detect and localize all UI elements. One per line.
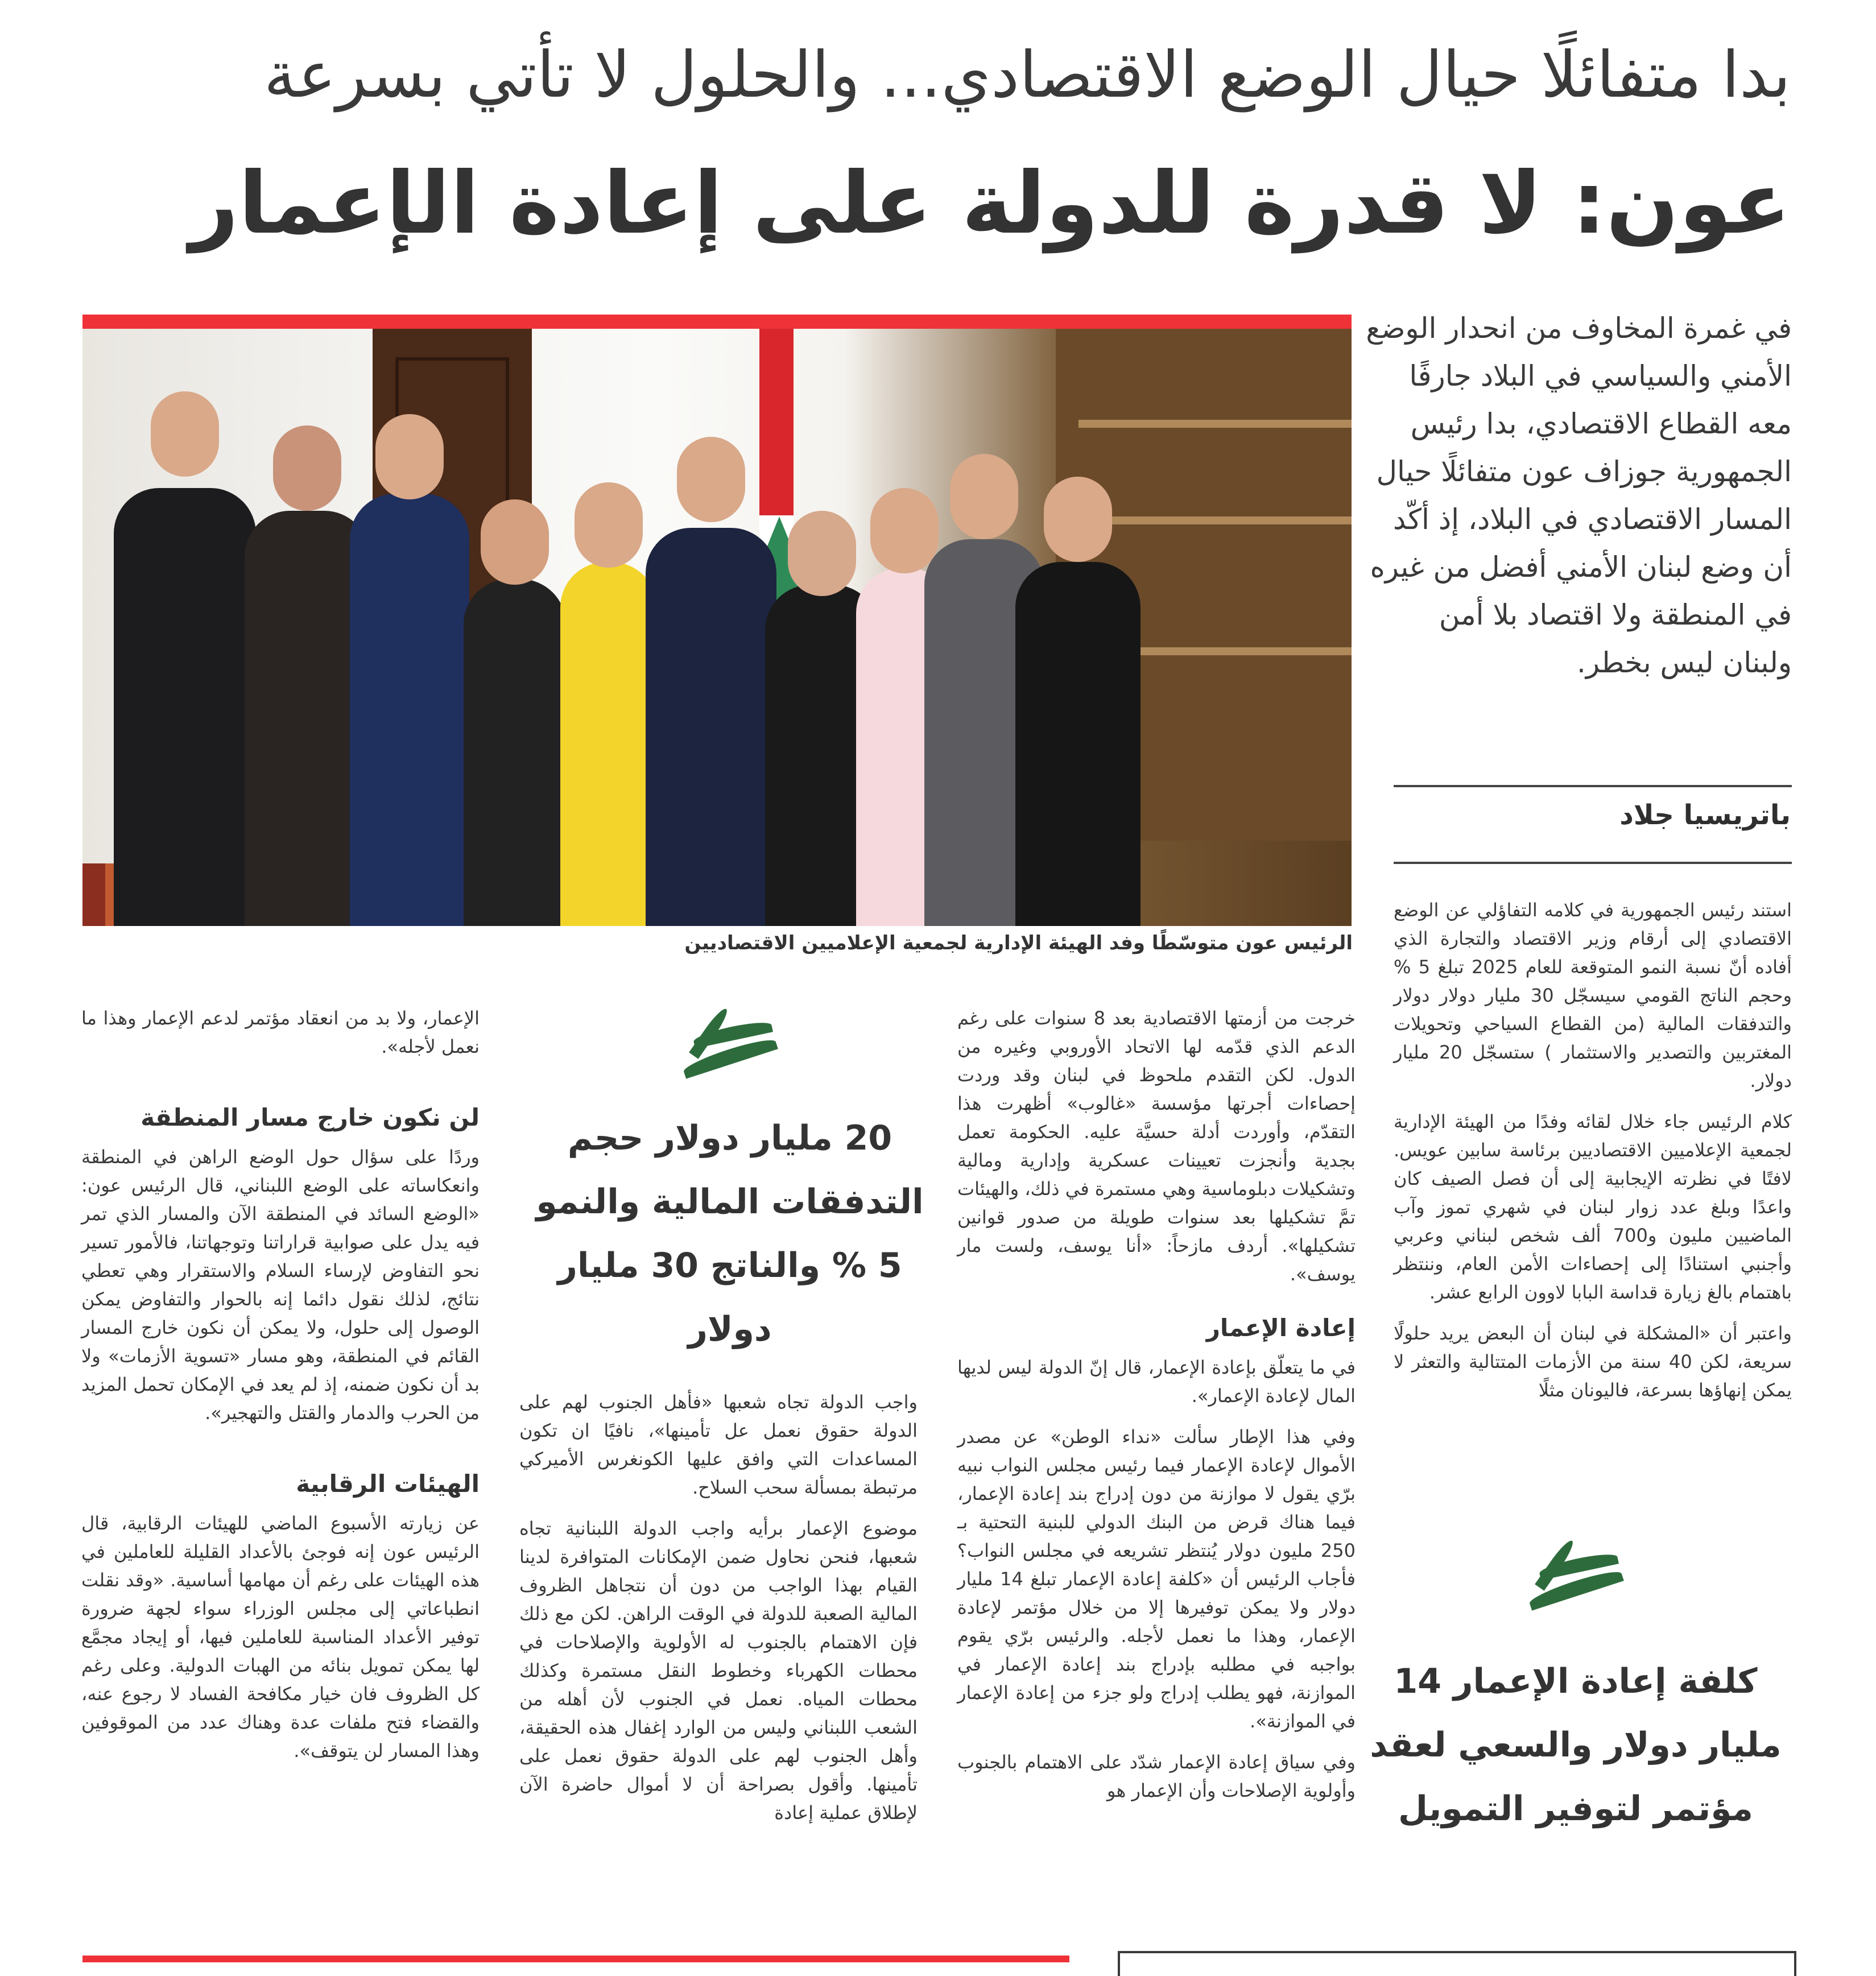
cedar-logo-icon: [681, 1004, 778, 1072]
column-right: [1394, 896, 1792, 1417]
body-paragraph: استند رئيس الجمهورية في كلامه التفاؤلي عن الوضع الاقتصادي إلى أرقام وزير الاقتصاد والتجارة الذي أفاده أنّ نسبة النمو المتوقعة للعام 2025 تبلغ 5 % وحجم الناتج القومي سيسجّل 30 مليار دولار دولار والتدفقات المالية (من القطاع السياحي وتحويلات المغتربين والتصدير والاستثمار ) ستسجّل 20 مليار دولار.: [1394, 899, 1792, 1092]
byline-author: باتريسيا جلاد: [1619, 799, 1791, 831]
headline: عون: لا قدرة للدولة على إعادة الإعمار: [189, 154, 1791, 253]
body-paragraph: عن زيارته الأسبوع الماضي للهيئات الرقابية، قال الرئيس عون إنه فوجئ بالأعداد القليلة للعاملين في هذه الهيئات على رغم أن مهامها أساسية. «وقد نقلت انطباعاتي إلى مجلس الوزراء سواء لجهة ضرورة توفير الأعداد المناسبة للعاملين فيها، أو إيجاد مجمَّع لها يمكن تمويل بنائه من الهبات الدولية. وعلى رغم كل الظروف فان خيار مكافحة الفساد لا رجوع عنه، والقضاء فتح ملفات عدة وهناك عدد من الموقوفين وهذا المسار لن يتوقف».: [81, 1512, 480, 1762]
person: [114, 488, 256, 926]
body-paragraph: وفي هذا الإطار سألت «نداء الوطن» عن مصدر الأموال لإعادة الإعمار فيما رئيس مجلس النواب نبيه برّي يقول لا موازنة من دون إدراج بند إعادة الإعمار، فيما هناك قرض من البنك الدولي للبنية التحتية بـ 250 مليون دولار يُنتظر تشريعه في مجلس النواب؟ فأجاب الرئيس أن «كلفة إعادة الإعمار تبلغ 14 مليار دولار ولا يمكن توفيرها إلا من خلال مؤتمر لإعادة الإعمار، وهذا ما نعمل لأجله. والرئيس برّي يقوم بواجبه في مطلبه بإدراج بند إعادة الإعمار في الموازنة، فهو يطلب إدراج ولو جزء من إعادة الإعمار في الموازنة».: [957, 1426, 1356, 1732]
body-paragraph: واجب الدولة تجاه شعبها «فأهل الجنوب لهم على الدولة حقوق نعمل عل تأمينها»، نافيًا ان تكون المساعدات التي وافق عليها الكونغرس الأميركي مرتبطة بمسألة سحب السلاح.: [519, 1391, 918, 1498]
subhead-region: لن نكون خارج مسار المنطقة: [141, 1103, 480, 1131]
column-center-left: [519, 1388, 918, 1839]
pull-quote-text: كلفة إعادة الإعمار 14 مليار دولار والسعي لعقد مؤتمر لتوفير التمويل: [1370, 1661, 1782, 1829]
person: [1015, 562, 1141, 926]
byline-bottom-rule: [1394, 862, 1792, 864]
pull-quote-text: 20 مليار دولار حجم التدفقات المالية والنمو 5 % والناتج 30 مليار دولار: [536, 1118, 924, 1349]
byline-top-rule: [1394, 785, 1792, 787]
column-left: [81, 1004, 480, 1777]
subhead-reconstruction: إعادة الإعمار: [1206, 1314, 1356, 1342]
cedar-logo-icon: [1527, 1536, 1624, 1604]
body-paragraph: وفي سياق إعادة الإعمار شدّد على الاهتمام بالجنوب وأولوية الإصلاحات وأن الإعمار هو: [957, 1751, 1356, 1801]
photo-caption: الرئيس عون متوسّطًا وفد الهيئة الإدارية لجمعية الإعلاميين الاقتصاديين: [684, 932, 1353, 954]
photo-top-red-bar: [82, 315, 1352, 329]
bottom-red-bar: [82, 1956, 1069, 1962]
bottom-boxed-section-edge: [1118, 1951, 1796, 1976]
body-paragraph: كلام الرئيس جاء خلال لقائه وفدًا من الهيئة الإدارية لجمعية الإعلاميين الاقتصاديين برئاسة سابين عويس. لافتًا في نظرته الإيجابية إلى أن فصل الصيف كان واعدًا وبلغ عدد زوار لبنان في شهري تموز وآب الماضيين مليون و700 ألف شخص لبناني وعربي وأجنبي استنادًا إلى إحصاءات الأمن العام، وننتظر باهتمام بالغ زيارة قداسة البابا لاوون الرابع عشر.: [1394, 1111, 1792, 1303]
column-center-right: [957, 1004, 1356, 1817]
body-paragraph: خرجت من أزمتها الاقتصادية بعد 8 سنوات على رغم الدعم الذي قدّمه لها الاتحاد الأوروبي وغيره من الدول. لكن التقدم ملحوظ في لبنان وقد وردت إحصاءات أجرتها مؤسسة «غالوب» أظهرت هذا التقدّم، وأوردت أدلة حسيَّة عليه. الحكومة تعمل بجدية وأنجزت تعيينات عسكرية وإدارية ومالية وتشكيلات دبلوماسية وهي مستمرة في ذلك، والهيئات تمَّ تشكيلها بعد سنوات طويلة من صدور قوانين تشكيلها». أردف مازحاً: «أنا يوسف، ولست مار يوسف».: [957, 1007, 1356, 1285]
kicker-subtitle: بدا متفائلًا حيال الوضع الاقتصادي... والحلول لا تأتي بسرعة: [263, 38, 1791, 112]
subhead-oversight: الهيئات الرقابية: [296, 1470, 480, 1498]
pull-quote-reconstruction: [1360, 1536, 1792, 1841]
body-paragraph: الإعمار، ولا بد من انعقاد مؤتمر لدعم الإعمار وهذا ما نعمل لأجله».: [81, 1007, 480, 1057]
body-paragraph: في ما يتعلّق بإعادة الإعمار، قال إنّ الدولة ليس لديها المال لإعادة الإعمار».: [957, 1357, 1356, 1407]
lead-paragraph: في غمرة المخاوف من انحدار الوضع الأمني والسياسي في البلاد جارفًا معه القطاع الاقتصادي، بدا رئيس الجمهورية جوزاف عون متفائلًا حيال المسار الاقتصادي في البلاد، إذ أكّد أن وضع لبنان الأمني أفضل من غيره في المنطقة ولا اقتصاد بلا أمن ولبنان ليس بخطر.: [1366, 312, 1792, 679]
body-paragraph: موضوع الإعمار برأيه واجب الدولة اللبنانية تجاه شعبها، فنحن نحاول ضمن الإمكانات المتوافرة لدينا القيام بهذا الواجب من دون أن نتجاهل الظروف المالية الصعبة للدولة في الوقت الراهن. لكن مع ذلك فإن الاهتمام بالجنوب له الأولوية والإصلاحات في محطات الكهرباء وخطوط النقل مستمرة وكذلك محطات المياه. نعمل في الجنوب لأن أهله من الشعب اللبناني وليس من الوارد إغفال هذه الحقيقة، وأهل الجنوب لهم على الدولة حقوق نعمل على تأمينها. وأقول بصراحة أن لا أموال حاضرة الآن لإطلاق عملية إعادة: [519, 1518, 918, 1824]
pull-quote-economy: [525, 1004, 935, 1361]
body-paragraph: واعتبر أن «المشكلة في لبنان أن البعض يريد حلولًا سريعة، لكن 40 سنة من الأزمات المتتالية والتعثر لا يمكن إنهاؤها بسرعة، فاليونان مثلًا: [1394, 1322, 1792, 1401]
person: [464, 579, 566, 926]
body-paragraph: وردًا على سؤال حول الوضع الراهن في المنطقة وانعكاساته على الوضع اللبناني، قال الرئيس عون: «الوضع السائد في المنطقة الآن والمسار الذي تمر فيه يدل على صوابية قراراتنا وتوجهاتنا، فالأمور تسير نحو التفاوض لإرساء السلام والاستقرار وهي تعطي نتائج، لذلك نقول دائما إنه بالحوار والتفاوض يمكن الوصول إلى حلول، ولا يمكن أن نكون خارج المسار القائم في المنطقة، وهو مسار «تسوية الأزمات» ولا بد أن نكون ضمنه، إذ لم يعد في الإمكان تحمل المزيد من الحرب والدمار والقتل والتهجير».: [81, 1146, 480, 1424]
person: [350, 494, 469, 926]
person: [560, 562, 657, 926]
person-president: [646, 528, 776, 926]
group-photo: [82, 329, 1352, 926]
